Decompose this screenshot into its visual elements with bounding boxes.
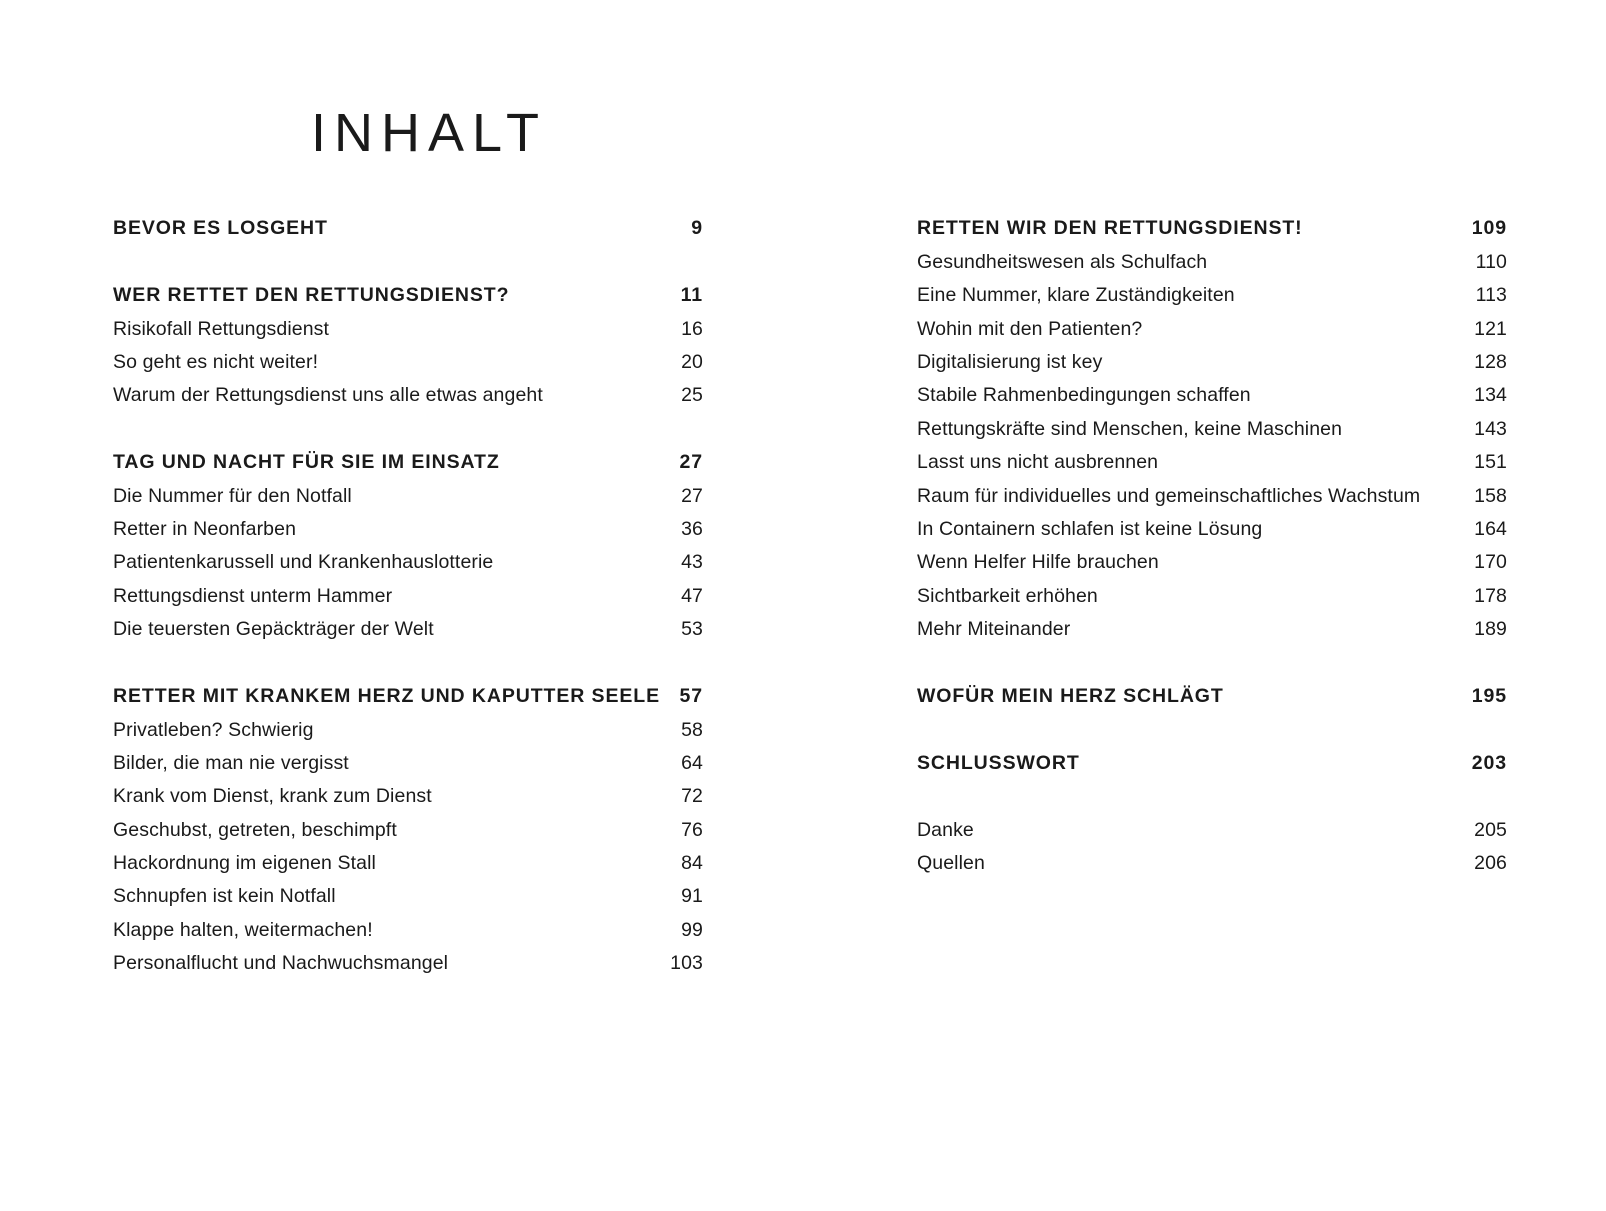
page-number: 20 [681,350,703,373]
page-number: 195 [1471,684,1507,707]
page-number: 72 [681,784,703,807]
section-title: Retter in Neonfarben [113,517,297,540]
toc-section-entry [917,445,1507,479]
toc-section-entry [917,278,1507,312]
page-number: 170 [1474,550,1507,573]
toc-section-entry [113,378,703,412]
page-number: 43 [681,550,703,573]
toc-chapter-entry [113,679,703,713]
page-number: 110 [1475,250,1507,273]
page-number: 57 [679,684,703,707]
toc-right-column [917,0,1507,1211]
page-number: 91 [681,884,703,907]
toc-section-entry [113,713,703,747]
section-title: In Containern schlafen ist keine Lösung [917,517,1263,540]
chapter-title: RETTER MIT KRANKEM HERZ UND KAPUTTER SEELE [113,684,660,707]
page-number: 103 [670,951,703,974]
toc-section-entry [113,312,703,346]
page-number: 64 [681,751,703,774]
page-number: 36 [681,517,703,540]
section-title: Klappe halten, weitermachen! [113,918,373,941]
section-title: Die teuersten Gepäckträger der Welt [113,617,434,640]
section-title: Geschubst, getreten, beschimpft [113,818,397,841]
section-title: Privatleben? Schwierig [113,718,314,741]
toc-section-entry [113,345,703,379]
page-number: 164 [1474,517,1507,540]
page-number: 76 [681,818,703,841]
toc-section-entry [113,913,703,947]
toc-section-entry [113,512,703,546]
section-title: Wenn Helfer Hilfe brauchen [917,550,1159,573]
page-number: 16 [681,317,703,340]
toc-section-entry [113,879,703,913]
section-title: Mehr Miteinander [917,617,1071,640]
section-title: Danke [917,818,974,841]
toc-section-entry [917,813,1507,847]
section-title: Quellen [917,851,985,874]
section-title: Rettungsdienst unterm Hammer [113,584,393,607]
toc-section-entry [917,412,1507,446]
toc-chapter-entry [917,679,1507,713]
page-number: 11 [680,283,703,306]
toc-section-entry [917,512,1507,546]
section-title: Risikofall Rettungsdienst [113,317,330,340]
toc-section-entry [113,846,703,880]
page-number: 121 [1474,317,1507,340]
toc-chapter-entry [917,746,1507,780]
section-title: Die Nummer für den Notfall [113,484,352,507]
page-number: 151 [1474,450,1507,473]
section-title: Warum der Rettungsdienst uns alle etwas angeht [113,383,543,406]
section-title: Rettungskräfte sind Menschen, keine Maschinen [917,417,1343,440]
section-title: Personalflucht und Nachwuchsmangel [113,951,449,974]
page-number: 47 [681,584,703,607]
section-title: Eine Nummer, klare Zuständigkeiten [917,283,1235,306]
page-number: 25 [681,383,703,406]
section-title: Sichtbarkeit erhöhen [917,584,1098,607]
section-title: Hackordnung im eigenen Stall [113,851,376,874]
page-number: 158 [1474,484,1507,507]
chapter-title: RETTEN WIR DEN RETTUNGSDIENST! [917,216,1303,239]
chapter-title: SCHLUSSWORT [917,751,1080,774]
toc-section-entry [917,378,1507,412]
section-title: Stabile Rahmenbedingungen schaffen [917,383,1251,406]
toc-chapter-entry [113,278,703,312]
toc-section-entry [113,779,703,813]
section-title: Patientenkarussell und Krankenhauslotterie [113,550,494,573]
section-title: Wohin mit den Patienten? [917,317,1143,340]
chapter-title: BEVOR ES LOSGEHT [113,216,328,239]
section-title: Raum für individuelles und gemeinschaftliches Wachstum [917,484,1421,507]
page-number: 53 [681,617,703,640]
toc-section-entry [113,813,703,847]
page-number: 27 [681,484,703,507]
toc-chapter-entry [113,445,703,479]
toc-section-entry [917,345,1507,379]
page-number: 206 [1474,851,1507,874]
toc-section-entry [917,312,1507,346]
page-number: 9 [691,216,703,239]
page-number: 205 [1474,818,1507,841]
toc-section-entry [113,612,703,646]
toc-section-entry [113,746,703,780]
chapter-title: WER RETTET DEN RETTUNGSDIENST? [113,283,510,306]
toc-section-entry [113,479,703,513]
page-number: 27 [679,450,703,473]
page-number: 203 [1471,751,1507,774]
chapter-title: TAG UND NACHT FÜR SIE IM EINSATZ [113,450,500,473]
page-number: 113 [1475,283,1507,306]
toc-section-entry [113,545,703,579]
toc-section-entry [917,579,1507,613]
page-number: 143 [1474,417,1507,440]
section-title: Digitalisierung ist key [917,350,1103,373]
page-number: 178 [1474,584,1507,607]
section-title: Lasst uns nicht ausbrennen [917,450,1159,473]
toc-section-entry [113,579,703,613]
toc-left-column [113,0,703,1211]
section-title: Krank vom Dienst, krank zum Dienst [113,784,432,807]
toc-section-entry [917,245,1507,279]
section-title: Bilder, die man nie vergisst [113,751,349,774]
page-title: INHALT [311,103,548,163]
toc-chapter-entry [917,211,1507,245]
page-number: 84 [681,851,703,874]
toc-chapter-entry [113,211,703,245]
section-title: So geht es nicht weiter! [113,350,319,373]
section-title: Schnupfen ist kein Notfall [113,884,336,907]
chapter-title: WOFÜR MEIN HERZ SCHLÄGT [917,684,1224,707]
toc-section-entry [917,545,1507,579]
toc-section-entry [917,846,1507,880]
page-number: 99 [681,918,703,941]
page-number: 134 [1474,383,1507,406]
toc-section-entry [917,612,1507,646]
toc-section-entry [917,479,1507,513]
page-number: 189 [1474,617,1507,640]
toc-section-entry [113,946,703,980]
page-number: 58 [681,718,703,741]
section-title: Gesundheitswesen als Schulfach [917,250,1208,273]
page-number: 109 [1471,216,1507,239]
page-number: 128 [1474,350,1507,373]
